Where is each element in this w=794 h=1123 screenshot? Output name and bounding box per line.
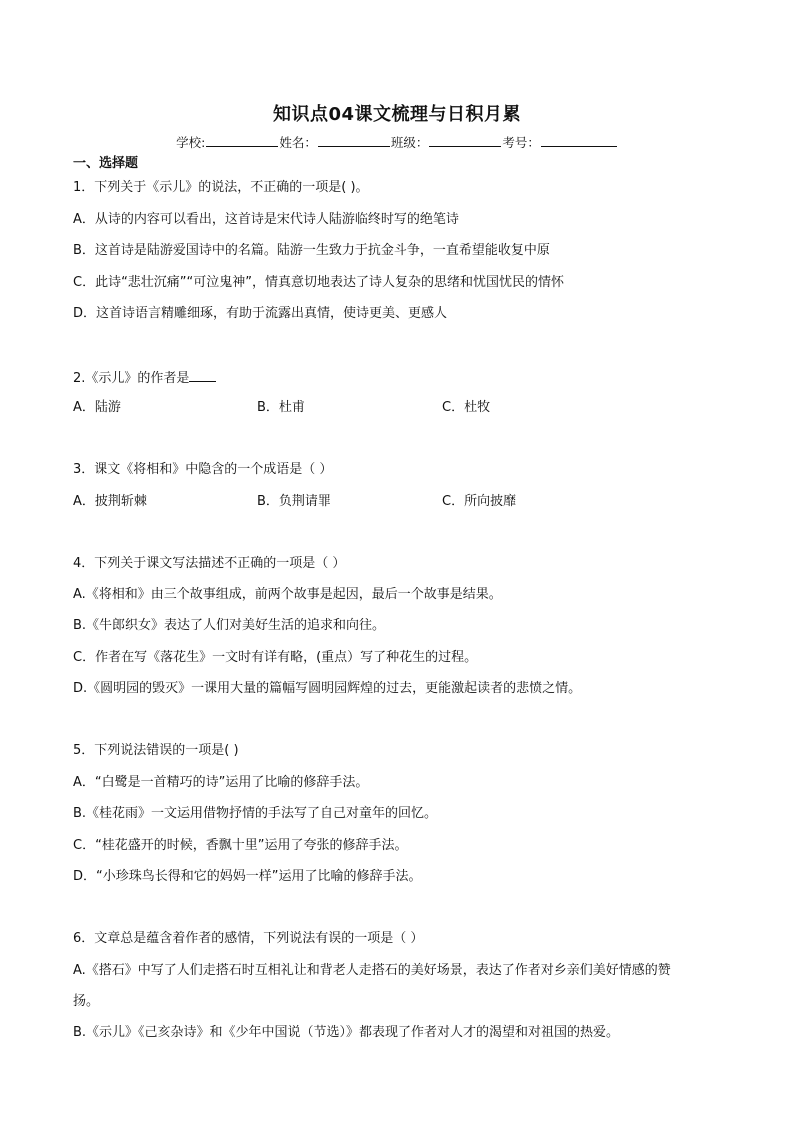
- question-5-option-d[interactable]: D．“小珍珠鸟长得和它的妈妈一样”运用了比喻的修辞手法。: [73, 869, 422, 884]
- section-heading: 一、选择题: [73, 156, 139, 171]
- question-6-option-a-continued: 扬。: [73, 994, 100, 1009]
- question-5-option-c[interactable]: C．“桂花盛开的时候，香飘十里”运用了夸张的修辞手法。: [73, 838, 408, 853]
- question-6-option-a[interactable]: A.《搭石》中写了人们走搭石时互相礼让和背老人走搭石的美好场景，表达了作者对乡亲们美好情感的赞: [73, 963, 671, 978]
- question-4-option-a[interactable]: A.《将相和》由三个故事组成，前两个故事是起因，最后一个故事是结果。: [73, 587, 502, 602]
- exam-no-blank[interactable]: [541, 134, 617, 147]
- school-blank[interactable]: [206, 134, 278, 147]
- question-1-option-a[interactable]: A．从诗的内容可以看出，这首诗是宋代诗人陆游临终时写的绝笔诗: [73, 212, 459, 227]
- question-4-stem: 4．下列关于课文写法描述不正确的一项是（ ）: [73, 556, 346, 571]
- class-blank[interactable]: [429, 134, 501, 147]
- class-label: 班级：: [390, 135, 429, 150]
- question-5-stem: 5．下列说法错误的一项是( ): [73, 743, 239, 758]
- question-2-stem: [73, 369, 216, 387]
- exam-no-label: 考号：: [502, 135, 540, 150]
- question-5-option-b[interactable]: B.《桂花雨》一文运用借物抒情的手法写了自己对童年的回忆。: [73, 806, 438, 821]
- question-1-stem: 1．下列关于《示儿》的说法，不正确的一项是( )。: [73, 180, 369, 195]
- question-2-option-b[interactable]: B．杜甫: [257, 400, 305, 415]
- question-1-option-b[interactable]: B．这首诗是陆游爱国诗中的名篇。陆游一生致力于抗金斗争，一直希望能收复中原: [73, 243, 550, 258]
- question-1-option-d[interactable]: D．这首诗语言精雕细琢，有助于流露出真情，使诗更美、更感人: [73, 306, 448, 321]
- question-2-option-c[interactable]: C．杜牧: [442, 400, 491, 415]
- question-1-option-c[interactable]: C．此诗“悲壮沉痛”“可泣鬼神”，情真意切地表达了诗人复杂的思绪和忧国忧民的情怀: [73, 275, 565, 290]
- question-6-option-b[interactable]: B.《示儿》《己亥杂诗》和《少年中国说（节选）》都表现了作者对人才的渴望和对祖国的热爱。: [73, 1025, 620, 1040]
- question-2-option-a[interactable]: A．陆游: [73, 400, 121, 415]
- page-title: 知识点04课文梳理与日积月累: [272, 104, 522, 125]
- question-3-option-c[interactable]: C．所向披靡: [442, 494, 517, 509]
- question-3-option-b[interactable]: B．负荆请罪: [257, 494, 331, 509]
- question-3-option-a[interactable]: A．披荆斩棘: [73, 494, 147, 509]
- name-label: 姓名：: [279, 135, 317, 150]
- name-blank[interactable]: [318, 134, 390, 147]
- answer-blank[interactable]: [189, 369, 216, 382]
- question-4-option-b[interactable]: B.《牛郎织女》表达了人们对美好生活的追求和向往。: [73, 618, 386, 633]
- school-label: 学校:: [176, 135, 206, 150]
- question-4-option-c[interactable]: C．作者在写《落花生》一文时有详有略，(重点）写了种花生的过程。: [73, 650, 478, 665]
- question-6-stem: 6．文章总是蕴含着作者的感情，下列说法有误的一项是（ ）: [73, 931, 424, 946]
- student-info-line: [0, 133, 794, 151]
- question-4-option-d[interactable]: D.《圆明园的毁灭》一课用大量的篇幅写圆明园辉煌的过去，更能激起读者的悲愤之情。: [73, 681, 582, 696]
- question-2-text: 2.《示儿》的作者是: [73, 371, 190, 386]
- question-5-option-a[interactable]: A．“白鹭是一首精巧的诗”运用了比喻的修辞手法。: [73, 775, 369, 790]
- question-3-stem: 3．课文《将相和》中隐含的一个成语是（ ）: [73, 462, 333, 477]
